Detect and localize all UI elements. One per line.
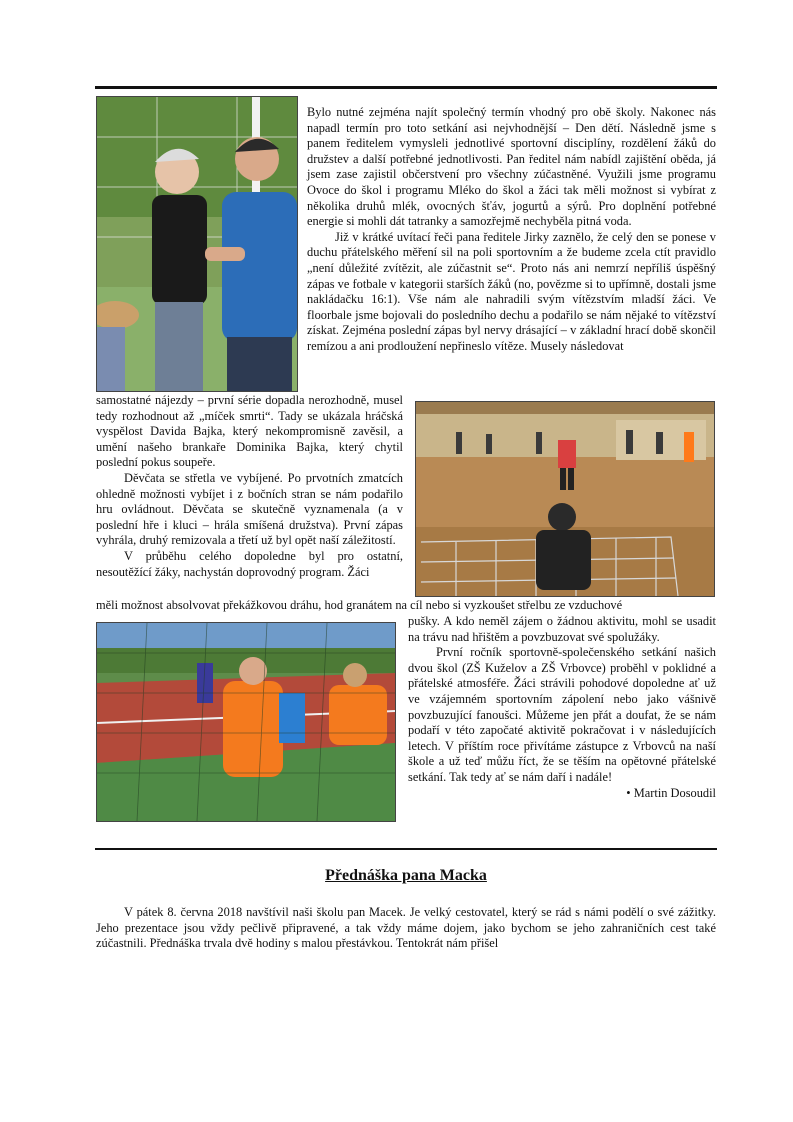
photo-men-outdoors	[96, 96, 298, 392]
article1-block1	[307, 105, 716, 355]
article1-block4	[408, 614, 716, 801]
paragraph: V pátek 8. června 2018 navštívil naši školu pan Macek. Je velký cestovatel, který se rád s námi podělí o své zážitky. Jeho prezentace jsou vždy pečlivě připravené, a tak vždy máme dojem, jako bychom se jeho zahraničních cest také zúčastnili. Přednáška trvala dvě hodiny s malou přestávkou. Tentokrát nám přišel	[96, 905, 716, 951]
section-rule	[95, 848, 717, 850]
paragraph: Již v krátké uvítací řeči pana ředitele Jirky zaznělo, že celý den se ponese v duchu přátelského měření sil na poli sportovním a že budeme zcela ctít pravidlo „není důležité zvítězit, ale zúčastnit se“. Proto nás ani nemrzí nepříliš úspěšný zápas ve fotbale v kategorii starších žáků (no, povězme si to upřímně, dostali jsme nakládačku 16:1). Vše nám ale nahradili svým vítězstvím mladší žáci. Ve floorbale jsme bojovali do posledního dechu a podařilo se nám nějaké to vítězství získat. Zejména poslední zápas byl nervy drásající – v základní hrací době skončil remízou a ani prodloužení nepřineslo vítěze. Musely následovat	[307, 229, 716, 353]
paragraph: První ročník sportovně-společenského setkání našich dvou škol (ZŠ Kuželov a ZŠ Vrbovce) proběhl v poklidné a přátelské atmosféře. Žáci strávili pohodové dopoledne ať už ve vzájemném sportovním zápolení nebo jako vášnivě povzbuzující fanoušci. Můžeme jen přát a doufat, že se nám podaří v této započaté aktivitě pokračovat i v následujících letech. V příštím roce přivítáme zástupce z Vrbovců na naší škole a už teď můžu říct, že se těším na opětovné přátelské setkání. Tak tedy ať se nám daří i nadále!	[408, 645, 716, 784]
paragraph: měli možnost absolvovat překážkovou dráhu, hod granátem na cíl nebo si vyzkoušet střelbu ze vzduchové	[96, 598, 623, 612]
signature: • Martin Dosoudil	[626, 785, 716, 800]
paragraph: samostatné nájezdy – první série dopadla nerozhodně, musel tedy rozhodnout až „míček smrti“. Tady se ukázala hráčská vyspělost Davida Bajka, který nekompromisně zavěsil, a umění našeho brankaře Dominika Bajka, který chytil poslední pokus soupeře.	[96, 393, 403, 470]
paragraph: V průběhu celého dopoledne byl pro ostatní, nesoutěžící žáky, nachystán doprovodný program. Žáci	[96, 548, 403, 579]
article1-block3	[96, 598, 716, 614]
photo-outdoor-pitch	[96, 622, 396, 822]
article2-body	[96, 905, 716, 952]
paragraph: pušky. A kdo neměl zájem o žádnou aktivitu, mohl se usadit na trávu nad hřištěm a povzbuzovat své spolužáky.	[408, 614, 716, 644]
photo-gym-floorball	[415, 401, 715, 597]
top-rule	[95, 86, 717, 89]
article1-block2	[96, 393, 403, 580]
article2-title: Přednáška pana Macka	[325, 867, 487, 884]
paragraph: Bylo nutné zejména najít společný termín vhodný pro obě školy. Nakonec nás napadl termín pro toto setkání asi nejvhodnější – Den dětí. Následně jsme s panem ředitelem vymysleli jednotlivé sportovní disciplíny, rozdělení žáků do družstev a další potřebné jednotlivosti. Pan ředitel nám nabídl zajištění oběda, já jsem zase zajistil občerstvení pro všechny zúčastněné. Využili jsme programu Ovoce do škol i programu Mléko do škol a žáci tak měli možnost si vybírat z několika druhů mlék, ovocných šťáv, jogurtů a sýrů. Pro doplnění potřebné energie si mohli dát tatranky a samozřejmě nechyběla pitná voda.	[307, 105, 716, 229]
paragraph: Děvčata se střetla ve vybíjené. Po prvotních zmatcích ohledně možnosti vybíjet i z bočních stran se nám podařilo hru ovládnout. Děvčata se skutečně vyznamenala (a v poslední hře i kluci – hrála smíšená družstva). První zápas vyhrála, druhý remizovala a třetí už byl opět naší záležitostí.	[96, 470, 403, 548]
